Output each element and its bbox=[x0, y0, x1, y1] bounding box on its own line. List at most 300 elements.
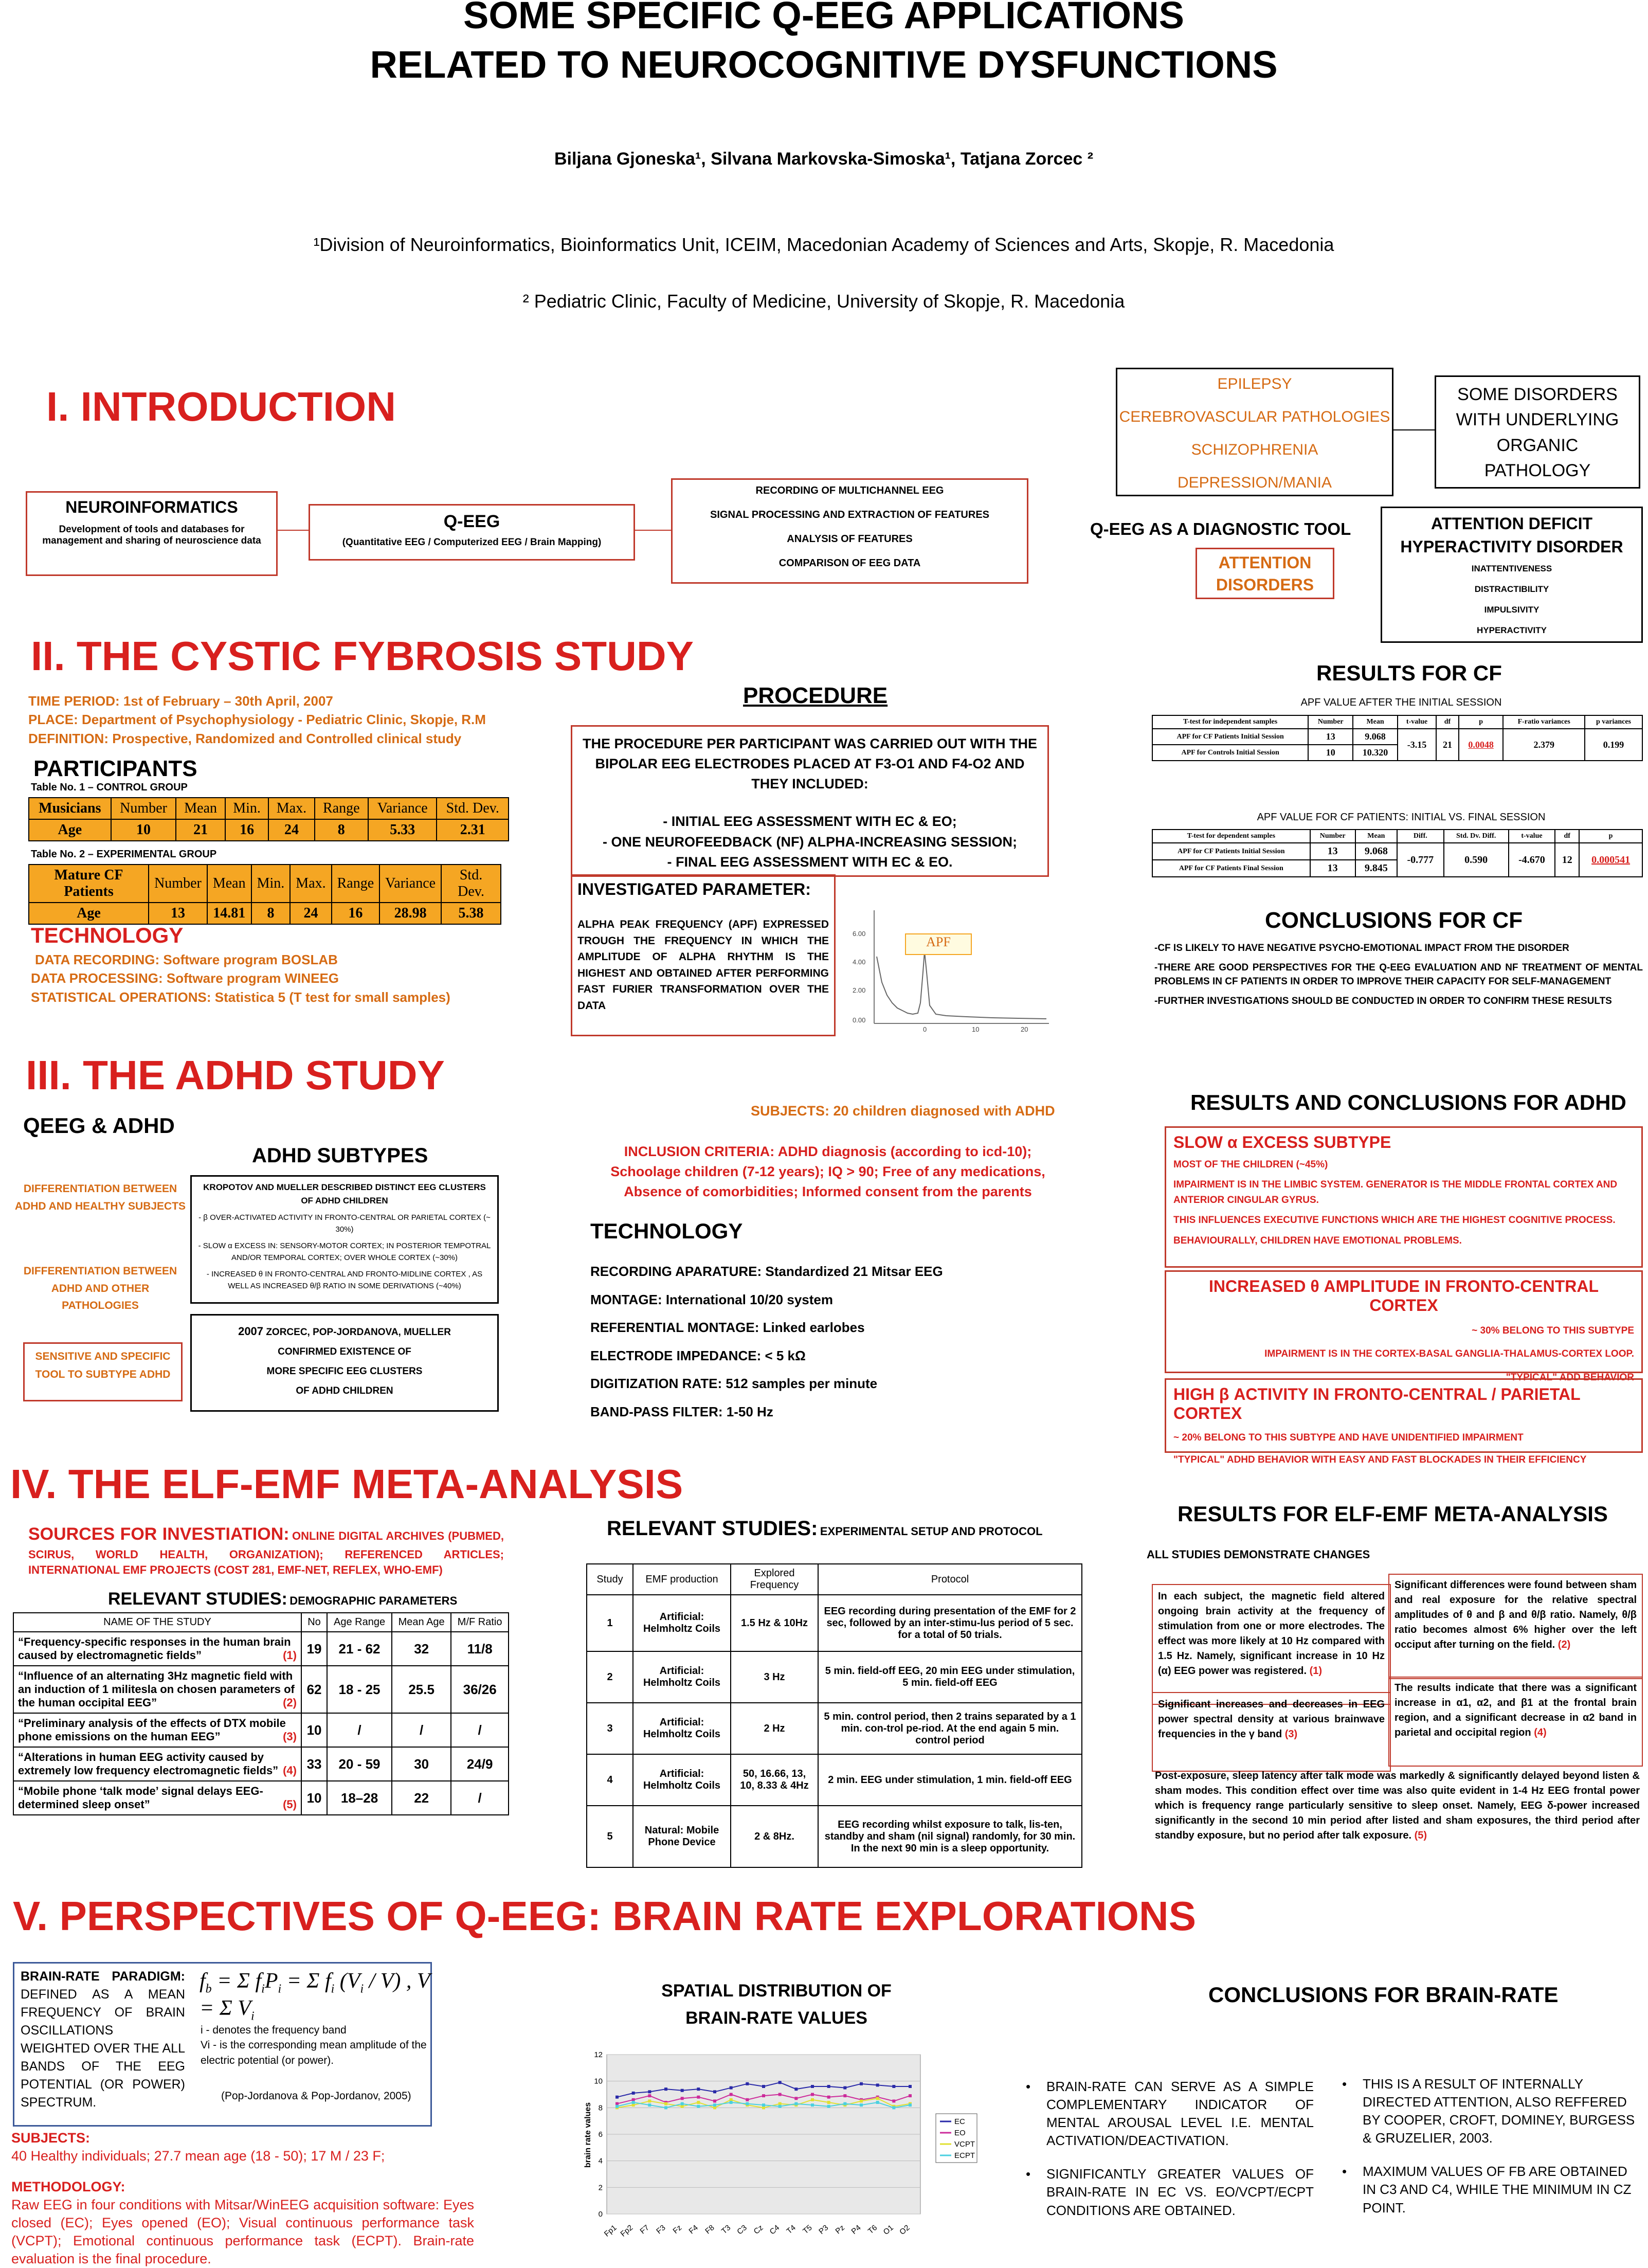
table1-cell-7: 2.31 bbox=[437, 819, 509, 841]
table2-head-0: Mature CF Patients bbox=[29, 865, 149, 903]
ytick-label: 0 bbox=[598, 2210, 603, 2219]
demo-head-1: No bbox=[301, 1613, 327, 1632]
cf-conclusion-3: -FURTHER INVESTIGATIONS SHOULD BE CONDUCTED IN ORDER TO CONFIRM THESE RESULTS bbox=[1154, 995, 1612, 1006]
elf-result-3 bbox=[1152, 1692, 1391, 1772]
diff-other: DIFFERENTIATION BETWEEN ADHD AND OTHER PATHOLOGIES bbox=[23, 1265, 177, 1312]
xtick-label: C4 bbox=[768, 2223, 782, 2237]
xtick-label: Fz bbox=[671, 2223, 684, 2236]
ttest2-head-3: Diff. bbox=[1397, 830, 1444, 843]
participants-heading: PARTICIPANTS bbox=[33, 756, 197, 781]
data-point-ecpt bbox=[730, 2101, 733, 2104]
legend-label: VCPT bbox=[954, 2140, 975, 2149]
data-point-ec bbox=[909, 2085, 912, 2088]
xtick-label: Fp2 bbox=[619, 2223, 635, 2239]
demo-n-4: 33 bbox=[301, 1747, 327, 1781]
data-point-vcpt bbox=[827, 2101, 830, 2104]
diagnostic-tool-label: Q-EEG AS A DIAGNOSTIC TOOL bbox=[1090, 519, 1351, 538]
demo-mean-2: 25.5 bbox=[392, 1666, 451, 1713]
r3-line-1: ~ 20% BELONG TO THIS SUBTYPE AND HAVE UNIDENTIFIED IMPAIRMENT bbox=[1173, 1432, 1524, 1443]
apf-label: APF bbox=[926, 934, 951, 949]
r1-title: SLOW α EXCESS SUBTYPE bbox=[1173, 1133, 1391, 1151]
exp-head-3: Protocol bbox=[818, 1564, 1082, 1595]
r2-title: INCREASED θ AMPLITUDE IN FRONTO-CENTRAL CORTEX bbox=[1208, 1277, 1599, 1315]
elf-results-heading: RESULTS FOR ELF-EMF META-ANALYSIS bbox=[1178, 1502, 1608, 1526]
table2-cell-1: 13 bbox=[149, 903, 207, 924]
data-point-ec bbox=[811, 2085, 814, 2088]
exp-emf-2: Artificial: Helmholtz Coils bbox=[633, 1651, 731, 1703]
apf-spectrum-line bbox=[877, 951, 1046, 1019]
neuroinformatics-box bbox=[26, 491, 278, 576]
data-point-ec bbox=[778, 2081, 782, 2084]
bullet: • bbox=[1026, 2079, 1031, 2094]
ytick-label: 2 bbox=[598, 2183, 603, 2192]
table-row bbox=[587, 1806, 1082, 1867]
ytick-label: 8 bbox=[598, 2103, 603, 2113]
data-point-eo bbox=[681, 2097, 684, 2100]
xtick-label: F4 bbox=[687, 2223, 700, 2236]
data-point-eo bbox=[843, 2094, 846, 2097]
data-point-ec bbox=[843, 2086, 846, 2090]
ttest1-head-1: Number bbox=[1308, 715, 1353, 729]
table2-head-5: Range bbox=[332, 865, 380, 903]
demo-study-5: “Mobile phone ‘talk mode’ signal delays EEG-determined sleep onset” bbox=[18, 1785, 263, 1811]
elf-result-1-body: In each subject, the magnetic field altered ongoing brain activity at the frequency of stimulation from one or more electrodes. The effect was more likely at 10 Hz compared with 1.5 Hz. Namely, significant increase in 10 Hz (α) EEG power was registered. bbox=[1158, 1591, 1385, 1677]
brain-conclusions-heading: CONCLUSIONS FOR BRAIN-RATE bbox=[1208, 1983, 1559, 2007]
procedure-heading: PROCEDURE bbox=[743, 683, 888, 708]
demo-range-3: / bbox=[327, 1713, 392, 1747]
demo-mean-5: 22 bbox=[392, 1781, 451, 1815]
pathologies-box bbox=[1116, 368, 1393, 496]
table1-cell-4: 24 bbox=[268, 819, 314, 841]
exp-head-2: Explored Frequency bbox=[731, 1564, 818, 1595]
table1-head-7: Std. Dev. bbox=[437, 798, 509, 819]
ttest2-diff: -0.777 bbox=[1397, 843, 1444, 877]
demo-ref-4: (4) bbox=[283, 1764, 297, 1777]
procedure-item-1: - INITIAL EEG ASSESSMENT WITH EC & EO; bbox=[663, 814, 957, 830]
demo-range-5: 18–28 bbox=[327, 1781, 392, 1815]
qeeg-adhd-label: QEEG & ADHD bbox=[23, 1113, 175, 1138]
data-point-vcpt bbox=[648, 2099, 651, 2102]
demo-heading-sub: DEMOGRAPHIC PARAMETERS bbox=[289, 1594, 458, 1607]
demo-study-4: “Alterations in human EEG activity caused by extremely low frequency electromagnetic fields” bbox=[18, 1751, 279, 1777]
apf-xtick-label: 10 bbox=[972, 1025, 980, 1033]
exp-study-4: 4 bbox=[587, 1754, 633, 1806]
brain-conc-right-2-text: MAXIMUM VALUES OF FB ARE OBTAINED IN C3 AND C4, WHILE THE MINIMUM IN CZ POINT. bbox=[1363, 2164, 1632, 2216]
legend-label: EC bbox=[954, 2117, 965, 2126]
demo-n-5: 10 bbox=[301, 1781, 327, 1815]
elf-heading: IV. THE ELF-EMF META-ANALYSIS bbox=[10, 1461, 683, 1507]
adhd-tech-list bbox=[590, 1257, 943, 1426]
diff-healthy: DIFFERENTIATION BETWEEN ADHD AND HEALTHY SUBJECTS bbox=[14, 1183, 186, 1212]
elf-result-2-ref: (2) bbox=[1558, 1639, 1571, 1650]
r1-line-4: BEHAVIOURALLY, CHILDREN HAVE EMOTIONAL PROBLEMS. bbox=[1173, 1235, 1462, 1246]
data-point-ec bbox=[876, 2083, 879, 2086]
elf-result-4-text bbox=[1395, 1681, 1637, 1740]
ttest2-sd: 0.590 bbox=[1444, 843, 1509, 877]
brain-method-text: Raw EEG in four conditions with Mitsar/WinEEG acquisition software: Eyes closed (EC); Eyes opened (EO); Visual continuous performance task (VCPT); Emotional continuous performance task (ECPT). Brain-rate evaluation is the final procedure. bbox=[11, 2197, 474, 2267]
exp-study-3: 3 bbox=[587, 1703, 633, 1754]
data-point-ecpt bbox=[778, 2105, 782, 2108]
data-point-eo bbox=[713, 2099, 716, 2102]
table2-cell-2: 14.81 bbox=[207, 903, 251, 924]
data-point-eo bbox=[697, 2096, 700, 2099]
poster-title bbox=[0, 0, 1647, 89]
pathology-4: DEPRESSION/MANIA bbox=[1177, 474, 1332, 491]
data-point-ec bbox=[762, 2085, 765, 2088]
elf-result-5-body: Post-exposure, sleep latency after talk mode was markedly & significantly delayed beyond listen & sham modes. This condition effect over time was also quite evident in 1-4 Hz EEG frontal power which is frequency range particularly sensitive to sleep onset. Namely, EEG δ-power increased significantly in the second 10 min period after listed and sham exposures, the third period after standby exposure, but no period after talk exposure. bbox=[1155, 1770, 1640, 1841]
pathology-2: CEREBROVASCULAR PATHOLOGIES bbox=[1119, 408, 1390, 425]
exp-head-1: EMF production bbox=[633, 1564, 731, 1595]
data-point-ecpt bbox=[876, 2101, 879, 2104]
procedure-item-2: - ONE NEUROFEEDBACK (NF) ALPHA-INCREASING SESSION; bbox=[602, 834, 1018, 850]
brain-conclusions-left bbox=[1026, 2078, 1314, 2220]
table2-cell-6: 28.98 bbox=[379, 903, 441, 924]
xtick-label: T3 bbox=[719, 2223, 733, 2236]
data-point-ec bbox=[697, 2087, 700, 2091]
elf-result-2-text bbox=[1395, 1578, 1637, 1652]
data-point-eo bbox=[892, 2099, 895, 2102]
investigated-text: ALPHA PEAK FREQUENCY (APF) EXPRESSED TROUGH THE FREQUENCY IN WHICH THE AMPLITUDE OF ALPHA RHYTHM IS THE HIGHEST AND OBTAINED AFTER PERFORMING FAST FURIER TRANSFORMATION OVER THE DATA bbox=[577, 919, 829, 1012]
brain-subjects-text: 40 Healthy individuals; 27.7 mean age (18 - 50); 17 M / 23 F; bbox=[11, 2148, 385, 2164]
exp-protocol-1: EEG recording during presentation of the EMF for 2 sec, followed by an inter-stimu-lus period of 5 sec. for a total of 50 trials. bbox=[818, 1595, 1082, 1651]
cf-results-sub2: APF VALUE FOR CF PATIENTS: INITIAL VS. FINAL SESSION bbox=[1257, 812, 1546, 823]
table1-cell-1: 10 bbox=[111, 819, 176, 841]
elf-result-3-ref: (3) bbox=[1284, 1729, 1298, 1740]
kropotov-title: KROPOTOV AND MUELLER DESCRIBED DISTINCT EEG CLUSTERS OF ADHD CHILDREN bbox=[203, 1182, 486, 1205]
apf-spectrum-chart bbox=[848, 905, 1054, 1034]
bullet: • bbox=[1342, 2076, 1347, 2092]
control-group-table bbox=[28, 797, 509, 841]
ttest2-head-6: df bbox=[1555, 830, 1579, 843]
step-2: SIGNAL PROCESSING AND EXTRACTION OF FEATURES bbox=[710, 509, 989, 520]
r1-line-3: THIS INFLUENCES EXECUTIVE FUNCTIONS WHICH ARE THE HIGHEST COGNITIVE PROCESS. bbox=[1173, 1215, 1616, 1226]
ttest1-head-3: t-value bbox=[1398, 715, 1436, 729]
apf-ytick-label: 4.00 bbox=[853, 958, 866, 966]
ttest1-head-4: df bbox=[1436, 715, 1459, 729]
r3-line-2: "TYPICAL" ADHD BEHAVIOR WITH EASY AND FAST BLOCKADES IN THEIR EFFICIENCY bbox=[1173, 1454, 1587, 1466]
demo-ratio-1: 11/8 bbox=[451, 1632, 509, 1666]
organic-text: SOME DISORDERS WITH UNDERLYING ORGANIC PATHOLOGY bbox=[1456, 385, 1619, 480]
formula-notes bbox=[201, 2023, 427, 2104]
exp-emf-5: Natural: Mobile Phone Device bbox=[633, 1806, 731, 1867]
data-point-eo bbox=[632, 2098, 635, 2101]
legend-label: EO bbox=[954, 2129, 966, 2137]
brain-rate-heading: V. PERSPECTIVES OF Q-EEG: BRAIN RATE EXPLORATIONS bbox=[13, 1893, 1197, 1939]
demo-ratio-4: 24/9 bbox=[451, 1747, 509, 1781]
brain-method-label: METHODOLOGY: bbox=[11, 2179, 125, 2194]
ttest2-r1-label: APF for CF Patients Initial Session bbox=[1152, 843, 1310, 860]
cf-meta bbox=[28, 692, 486, 748]
data-point-ecpt bbox=[648, 2103, 651, 2107]
xtick-label: P4 bbox=[849, 2223, 863, 2236]
ttest2-df: 12 bbox=[1555, 843, 1579, 877]
ttest2-r1-mean: 9.068 bbox=[1355, 843, 1397, 860]
experimental-setup-table bbox=[586, 1563, 1082, 1868]
ttest2-head-7: p bbox=[1579, 830, 1642, 843]
demo-n-1: 19 bbox=[301, 1632, 327, 1666]
spatial-heading-1: SPATIAL DISTRIBUTION OF bbox=[661, 1981, 892, 2001]
title-line-1: SOME SPECIFIC Q-EEG APPLICATIONS bbox=[463, 0, 1185, 37]
table1-head-6: Variance bbox=[368, 798, 437, 819]
elf-result-4 bbox=[1388, 1677, 1643, 1767]
demo-range-2: 18 - 25 bbox=[327, 1666, 392, 1713]
ttest2-head-4: Std. Dv. Diff. bbox=[1444, 830, 1509, 843]
table-row bbox=[13, 1666, 509, 1713]
xtick-label: O2 bbox=[898, 2223, 912, 2237]
demo-study-1: “Frequency-specific responses in the human brain caused by electromagnetic fields” bbox=[18, 1635, 291, 1662]
investigated-box bbox=[571, 874, 836, 1036]
data-point-ecpt bbox=[909, 2103, 912, 2107]
adhd-tech-2: MONTAGE: International 10/20 system bbox=[590, 1291, 833, 1307]
demo-head-2: Age Range bbox=[327, 1613, 392, 1632]
kropotov-box bbox=[190, 1175, 499, 1304]
demo-study-2: “Influence of an alternating 3Hz magnetic field with an induction of 1 militesla on chosen parameters of the human occipital EEG” bbox=[18, 1669, 295, 1709]
exp-freq-5: 2 & 8Hz. bbox=[731, 1806, 818, 1867]
r2-line-2: IMPAIRMENT IS IN THE CORTEX-BASAL GANGLIA-THALAMUS-CORTEX LOOP. bbox=[1264, 1348, 1634, 1360]
elf-result-3-body: Significant increases and decreases in EEG power spectral density at various brainwave frequencies in the γ band bbox=[1158, 1699, 1385, 1740]
elf-result-2 bbox=[1388, 1574, 1643, 1679]
ttest2-head-0: T-test for dependent samples bbox=[1152, 830, 1310, 843]
demo-ref-1: (1) bbox=[283, 1649, 297, 1662]
neuroinformatics-text: Development of tools and databases for management and sharing of neuroscience data bbox=[42, 524, 261, 546]
cf-tech-heading: TECHNOLOGY bbox=[31, 923, 184, 947]
data-point-eo bbox=[648, 2094, 651, 2097]
ttest1-head-6: F-ratio variances bbox=[1503, 715, 1585, 729]
data-point-ecpt bbox=[664, 2106, 667, 2109]
bullet: • bbox=[1342, 2164, 1347, 2180]
investigated-heading: INVESTIGATED PARAMETER: bbox=[577, 880, 811, 898]
demo-ratio-3: / bbox=[451, 1713, 509, 1747]
demo-heading bbox=[108, 1589, 457, 1609]
adhd-tech-3: REFERENTIAL MONTAGE: Linked earlobes bbox=[590, 1320, 865, 1336]
exp-study-5: 5 bbox=[587, 1806, 633, 1867]
ttest2-r2-mean: 9.845 bbox=[1355, 860, 1397, 877]
elf-result-1 bbox=[1152, 1584, 1391, 1705]
adhd-tech-heading: TECHNOLOGY bbox=[590, 1219, 743, 1243]
table2-head-3: Min. bbox=[251, 865, 291, 903]
spatial-heading bbox=[581, 1977, 972, 2031]
exp-protocol-4: 2 min. EEG under stimulation, 1 min. field-off EEG bbox=[818, 1754, 1082, 1806]
data-point-ec bbox=[794, 2087, 798, 2091]
data-point-vcpt bbox=[860, 2099, 863, 2102]
kropotov-item-3: - INCREASED θ IN FRONTO-CENTRAL AND FRONTO-MIDLINE CORTEX , AS WELL AS INCREASED θ/β RATIO IN SOME DERIVATIONS (~40%) bbox=[206, 1270, 483, 1290]
brain-conclusions-right bbox=[1342, 2075, 1640, 2217]
demo-n-3: 10 bbox=[301, 1713, 327, 1747]
brain-conc-left-2 bbox=[1026, 2165, 1314, 2219]
attention-box bbox=[1196, 548, 1334, 599]
demo-study-3: “Preliminary analysis of the effects of DTX mobile phone emissions on the human EEG” bbox=[18, 1717, 286, 1743]
demo-mean-4: 30 bbox=[392, 1747, 451, 1781]
ytick-label: 10 bbox=[594, 2077, 603, 2086]
paradigm-box bbox=[13, 1962, 432, 2127]
data-point-ec bbox=[648, 2090, 651, 2093]
adhd-item-2: DISTRACTIBILITY bbox=[1474, 584, 1549, 594]
adhd-results-heading: RESULTS AND CONCLUSIONS FOR ADHD bbox=[1190, 1090, 1626, 1114]
data-point-ecpt bbox=[794, 2102, 798, 2105]
xtick-label: Cz bbox=[752, 2223, 765, 2236]
subtype-tool-box bbox=[23, 1342, 183, 1401]
cf-place: PLACE: Department of Psychophysiology - Pediatric Clinic, Skopje, R.M bbox=[28, 712, 486, 728]
data-point-ecpt bbox=[827, 2105, 830, 2108]
demo-mean-1: 32 bbox=[392, 1632, 451, 1666]
data-point-vcpt bbox=[681, 2105, 684, 2108]
table1-head-0: Musicians bbox=[29, 798, 111, 819]
demo-head-0: NAME OF THE STUDY bbox=[13, 1613, 301, 1632]
ttest1-head-5: p bbox=[1459, 715, 1504, 729]
brain-rate-chart bbox=[576, 2049, 1018, 2250]
r2-line-1: ~ 30% BELONG TO THIS SUBTYPE bbox=[1472, 1325, 1634, 1336]
table1-head-4: Max. bbox=[268, 798, 314, 819]
exp-heading bbox=[607, 1517, 1043, 1540]
ttest1-tvalue: -3.15 bbox=[1398, 729, 1436, 761]
table2-caption: Table No. 2 – EXPERIMENTAL GROUP bbox=[31, 849, 217, 860]
adhd-item-1: INATTENTIVENESS bbox=[1471, 563, 1552, 573]
ytick-label: 12 bbox=[594, 2050, 603, 2059]
neuroinformatics-title: NEUROINFORMATICS bbox=[65, 498, 238, 516]
attention-text: ATTENTION DISORDERS bbox=[1216, 553, 1314, 595]
adhd-def-title: ATTENTION DEFICIT HYPERACTIVITY DISORDER bbox=[1400, 514, 1623, 556]
formula-v-note: Vi - is the corresponding mean amplitude of the electric potential (or power). bbox=[201, 2039, 427, 2066]
demo-range-4: 20 - 59 bbox=[327, 1747, 392, 1781]
demo-ref-5: (5) bbox=[283, 1798, 297, 1811]
elf-sources-text: ONLINE DIGITAL ARCHIVES (PUBMED, SCIRUS, WORLD HEALTH, ORGANIZATION); REFERENCED ARTICLES; INTERNATIONAL EMF PROJECTS (COST 281, EMF-NET, REFLEX, WHO-EMF) bbox=[28, 1529, 504, 1577]
xtick-label: O1 bbox=[881, 2223, 895, 2237]
xtick-label: T6 bbox=[866, 2223, 879, 2236]
table1-head-2: Mean bbox=[176, 798, 225, 819]
exp-protocol-5: EEG recording whilst exposure to talk, lis-ten, standby and sham (nil signal) randomly, for 30 min. In the next 90 min is a sleep opportunity. bbox=[818, 1806, 1082, 1867]
data-point-ec bbox=[730, 2086, 733, 2090]
ttest1-pvar: 0.199 bbox=[1585, 729, 1642, 761]
procedure-box bbox=[571, 725, 1049, 877]
cf-tech-line-3: STATISTICAL OPERATIONS: Statistica 5 (T test for small samples) bbox=[31, 989, 450, 1005]
qeeg-text: (Quantitative EEG / Computerized EEG / Brain Mapping) bbox=[342, 537, 602, 548]
cf-tech-line-2: DATA PROCESSING: Software program WINEEG bbox=[31, 970, 339, 986]
result-theta bbox=[1165, 1270, 1643, 1383]
zorcec-line-2: CONFIRMED EXISTENCE OF bbox=[278, 1346, 411, 1357]
adhd-heading: III. THE ADHD STUDY bbox=[26, 1052, 445, 1098]
r3-title: HIGH β ACTIVITY IN FRONTO-CENTRAL / PARIETAL CORTEX bbox=[1173, 1385, 1581, 1423]
steps-box bbox=[671, 478, 1028, 584]
kropotov-item-2: - SLOW α EXCESS IN: SENSORY-MOTOR CORTEX; IN POSTERIOR TEMPOTRAL AND/OR TEMPORAL CORTEX; OVER WHOLE CORTEX (~30%) bbox=[198, 1241, 491, 1262]
zorcec-year: 2007 bbox=[238, 1325, 264, 1338]
data-point-ec bbox=[713, 2090, 716, 2093]
step-3: ANALYSIS OF FEATURES bbox=[787, 533, 913, 545]
elf-result-5 bbox=[1152, 1767, 1643, 1845]
table2-head-7: Std. Dev. bbox=[441, 865, 501, 903]
adhd-tech-4: ELECTRODE IMPEDANCE: < 5 kΩ bbox=[590, 1347, 806, 1363]
xtick-label: C3 bbox=[735, 2223, 749, 2237]
xtick-label: T4 bbox=[785, 2223, 798, 2236]
r1-line-1: MOST OF THE CHILDREN (~45%) bbox=[1173, 1159, 1328, 1170]
data-point-ecpt bbox=[681, 2102, 684, 2105]
zorcec-line-3: MORE SPECIFIC EEG CLUSTERS bbox=[266, 1365, 423, 1377]
authors: Biljana Gjoneska¹, Silvana Markovska-Simoska¹, Tatjana Zorcec ² bbox=[554, 149, 1094, 169]
data-point-vcpt bbox=[713, 2106, 716, 2109]
adhd-item-3: IMPULSIVITY bbox=[1484, 604, 1540, 615]
data-point-eo bbox=[615, 2102, 619, 2105]
brain-subjects-label: SUBJECTS: bbox=[11, 2130, 90, 2146]
ttest2-r1-n: 13 bbox=[1310, 843, 1355, 860]
affiliation-1: ¹Division of Neuroinformatics, Bioinformatics Unit, ICEIM, Macedonian Academy of Sciences and Arts, Skopje, R. Macedonia bbox=[313, 234, 1334, 255]
demo-ratio-2: 36/26 bbox=[451, 1666, 509, 1713]
demo-range-1: 21 - 62 bbox=[327, 1632, 392, 1666]
r2-line-3: "TYPICAL" ADD BEHAVIOR bbox=[1506, 1372, 1634, 1383]
formula-ref: (Pop-Jordanova & Pop-Jordanov, 2005) bbox=[221, 2090, 411, 2102]
exp-emf-4: Artificial: Helmholtz Coils bbox=[633, 1754, 731, 1806]
procedure-item-3: - FINAL EEG ASSESSMENT WITH EC & EO. bbox=[667, 854, 953, 870]
cf-time: TIME PERIOD: 1st of February – 30th April, 2007 bbox=[28, 693, 333, 709]
exp-emf-1: Artificial: Helmholtz Coils bbox=[633, 1595, 731, 1651]
ttest1-r2-label: APF for Controls Initial Session bbox=[1152, 745, 1308, 761]
table-row bbox=[13, 1632, 509, 1666]
pathology-3: SCHIZOPHRENIA bbox=[1191, 441, 1318, 458]
data-point-vcpt bbox=[762, 2106, 765, 2109]
qeeg-box bbox=[309, 504, 635, 561]
data-point-ecpt bbox=[697, 2105, 700, 2108]
ttest1-r2-mean: 10.320 bbox=[1353, 745, 1398, 761]
table2-head-1: Number bbox=[149, 865, 207, 903]
brain-conc-left-1-text: BRAIN-RATE CAN SERVE AS A SIMPLE COMPLEMENTARY INDICATOR OF MENTAL AROUSAL LEVEL I.E. MENTAL ACTIVATION/DEACTIVATION. bbox=[1046, 2079, 1314, 2149]
data-point-ec bbox=[827, 2085, 830, 2088]
data-point-ec bbox=[892, 2085, 895, 2088]
ttest2-tvalue: -4.670 bbox=[1509, 843, 1555, 877]
data-point-ecpt bbox=[762, 2103, 765, 2107]
brain-methodology bbox=[11, 2178, 474, 2268]
chart-ylabel: brain rate values bbox=[584, 2102, 592, 2168]
table1-head-1: Number bbox=[111, 798, 176, 819]
table2-cell-3: 8 bbox=[251, 903, 291, 924]
data-point-vcpt bbox=[730, 2098, 733, 2101]
cf-results-sub1: APF VALUE AFTER THE INITIAL SESSION bbox=[1300, 697, 1502, 708]
adhd-item-4: HYPERACTIVITY bbox=[1476, 625, 1547, 635]
table1-caption: Table No. 1 – CONTROL GROUP bbox=[31, 782, 188, 793]
brain-conc-right-1-text: THIS IS A RESULT OF INTERNALLY DIRECTED ATTENTION, ALSO REFFERED BY COOPER, CROFT, DOMINEY, BURGESS & GRUZELIER, 2003. bbox=[1363, 2076, 1635, 2146]
paradigm-text-col bbox=[21, 1968, 185, 2112]
table2-head-4: Max. bbox=[290, 865, 331, 903]
table-row bbox=[587, 1754, 1082, 1806]
step-1: RECORDING OF MULTICHANNEL EEG bbox=[755, 485, 944, 496]
affiliation-2: ² Pediatric Clinic, Faculty of Medicine, University of Skopje, R. Macedonia bbox=[522, 291, 1125, 312]
exp-heading-sub: EXPERIMENTAL SETUP AND PROTOCOL bbox=[820, 1525, 1043, 1538]
organic-box bbox=[1435, 375, 1640, 489]
data-point-ecpt bbox=[615, 2105, 619, 2108]
table-row bbox=[587, 1703, 1082, 1754]
subtype-tool-text: SENSITIVE AND SPECIFIC TOOL TO SUBTYPE ADHD bbox=[35, 1351, 171, 1380]
cf-tech-lines bbox=[31, 950, 450, 1006]
intro-heading: I. INTRODUCTION bbox=[46, 384, 396, 429]
table2-cell-7: 5.38 bbox=[441, 903, 501, 924]
data-point-vcpt bbox=[876, 2097, 879, 2100]
data-point-ecpt bbox=[811, 2103, 814, 2107]
table1-head-5: Range bbox=[315, 798, 368, 819]
data-point-vcpt bbox=[778, 2102, 782, 2105]
data-point-ecpt bbox=[746, 2102, 749, 2105]
demo-ref-2: (2) bbox=[283, 1696, 297, 1709]
apf-xtick-label: 0 bbox=[923, 1025, 927, 1033]
data-point-eo bbox=[811, 2093, 814, 2096]
xtick-label: P3 bbox=[817, 2223, 830, 2236]
demo-mean-3: / bbox=[392, 1713, 451, 1747]
apf-ytick-label: 0.00 bbox=[853, 1016, 866, 1024]
data-point-ec bbox=[615, 2096, 619, 2099]
adhd-tech-6: BAND-PASS FILTER: 1-50 Hz bbox=[590, 1403, 773, 1419]
adhd-tech-5: DIGITIZATION RATE: 512 samples per minute bbox=[590, 1376, 878, 1392]
ttest1-fratio: 2.379 bbox=[1503, 729, 1585, 761]
cf-definition: DEFINITION: Prospective, Randomized and Controlled clinical study bbox=[28, 730, 462, 746]
adhd-inclusion: INCLUSION CRITERIA: ADHD diagnosis (according to icd-10); Schoolage children (7-12 years); IQ > 90; Free of any medications, Absence of comorbidities; Informed consent from the parents bbox=[610, 1144, 1045, 1200]
elf-result-5-ref: (5) bbox=[1414, 1830, 1427, 1841]
data-point-ecpt bbox=[860, 2103, 863, 2107]
